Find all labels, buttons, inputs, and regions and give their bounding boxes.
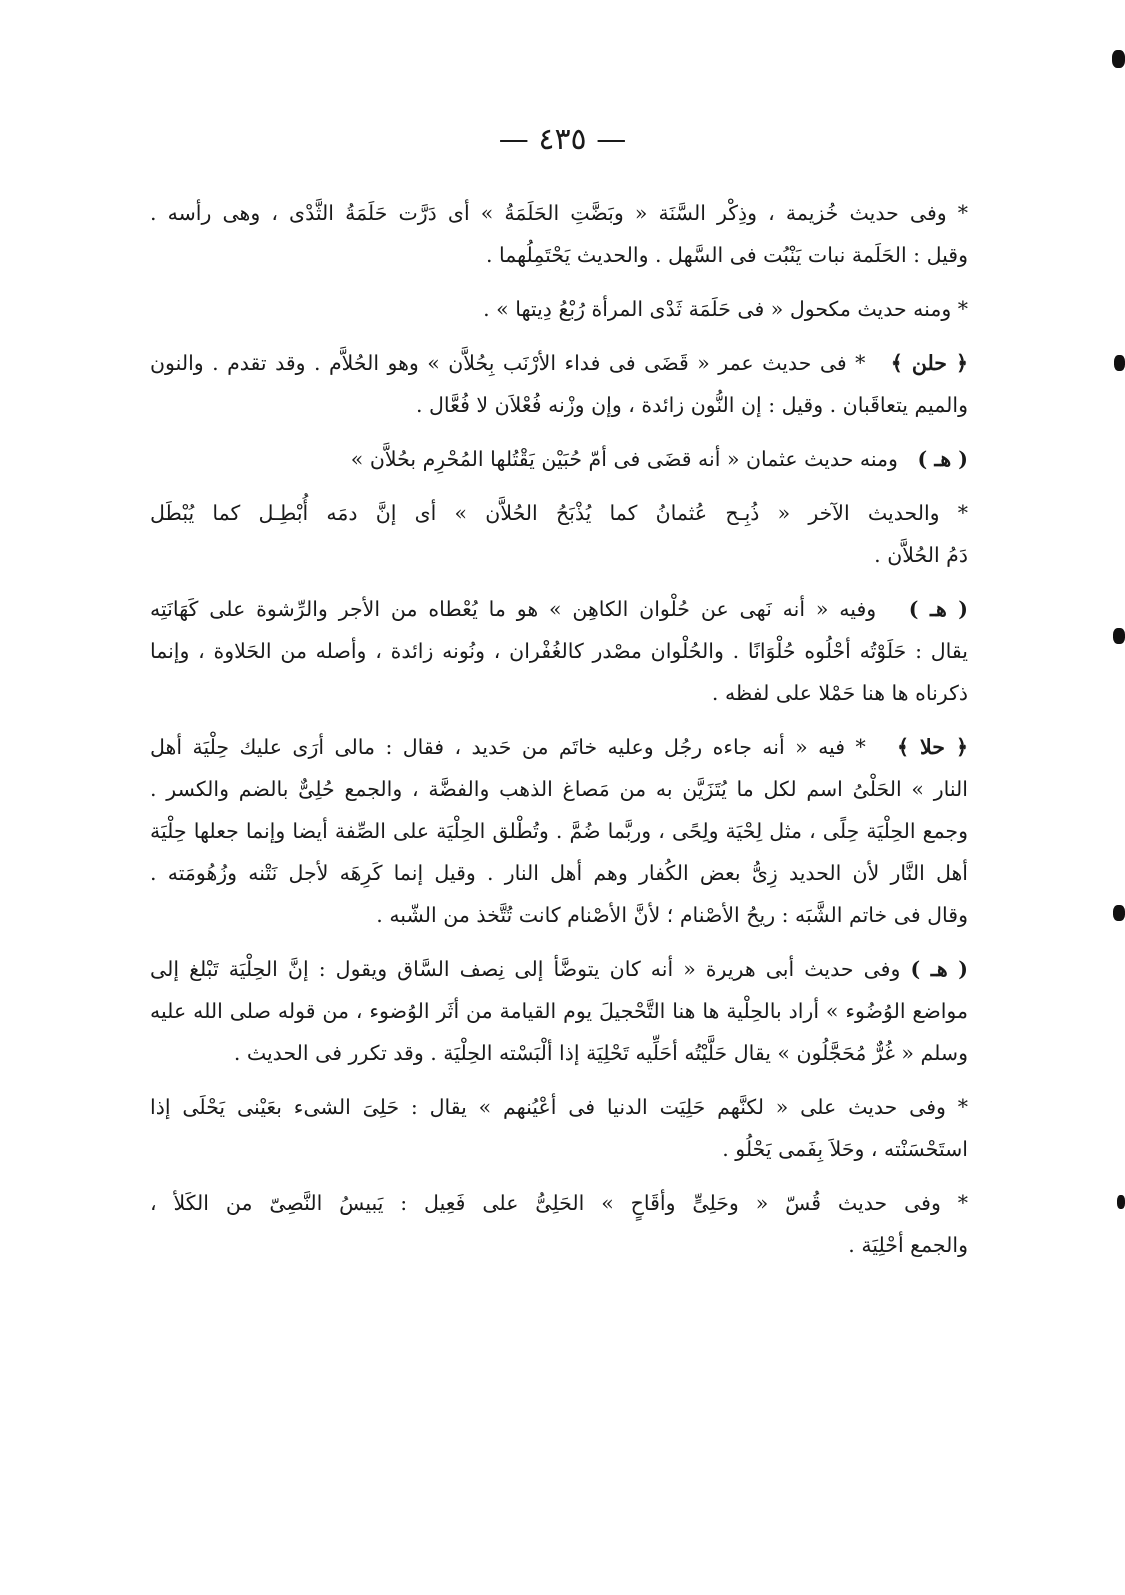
text-line [150, 726, 968, 768]
paragraph [150, 1182, 968, 1266]
text-line: * وفى حديث خُزيمة ، وذِكْر السَّنَة « وبَضَّتِ الحَلَمَةُ » أى دَرَّت حَلَمَةُ الثَّدْى ، وهى رأسه . [150, 201, 968, 225]
paragraph [150, 1086, 968, 1170]
text-line: * والحديث الآخر « ذُبِـح عُثمانُ كما يُذْبَحُ الحُلاَّن » أى إنَّ دمَه أُبْطِـل كما يُبْطَل [150, 501, 968, 525]
text-line [150, 438, 968, 480]
source-mark: ( هـ ) [910, 957, 968, 981]
text-line: أهل النَّار لأن الحديد زِىُّ بعض الكُفار وهم أهل النار . وقيل إنما كَرِهَه لأجل نَتْنه وزُهُومَته . [150, 861, 968, 885]
text-line: يقال : حَلَوْتُه أحْلُوه حُلْوَانًا . والحُلْوان مصْدر كالغُفْران ، ونُونه زائدة ، وأصله من الحَلاوة ، وإنما [150, 639, 968, 663]
edge-mark [1114, 355, 1125, 371]
paragraph [150, 342, 968, 426]
text-segment: * فيه « أنه جاءه رجُل وعليه خاتَم من حَديد ، فقال : مالى أرَى عليك حِلْيَة أهل [150, 735, 866, 759]
text-line: * وفى حديث على « لكنَّهم حَلِيَت الدنيا فى أعْيُنهم » يقال : حَلِىَ الشىء بعَيْنى يَحْلَى إذا [150, 1095, 968, 1119]
paragraph [150, 288, 968, 330]
paragraph [150, 438, 968, 480]
edge-mark [1113, 628, 1125, 644]
text-line: * وفى حديث قُسّ « وحَلِىٍّ وأقَاحٍ » الحَلِىُّ على فَعِيل : يَبيسُ النَّصِىّ من الكَلأ ، [150, 1191, 968, 1215]
paragraph [150, 492, 968, 576]
text-line: ذكرناه ها هنا حَمْلا على لفظه . [711, 681, 968, 705]
paragraph [150, 192, 968, 276]
text-line [150, 948, 968, 990]
paragraph [150, 948, 968, 1074]
text-segment: * فى حديث عمر « قَضَى فى فداء الأرْنَب بِحُلاَّن » وهو الحُلاَّم . وقد تقدم . والنون [150, 351, 866, 375]
paragraph [150, 588, 968, 714]
text-line: استَحْسَنْته ، وحَلاَ بِفَمى يَحْلُو . [722, 1137, 968, 1161]
text-line [150, 342, 968, 384]
page-number: — ٤٣٥ — [498, 122, 627, 157]
text-segment: ومنه حديث عثمان « أنه قضَى فى أمّ حُبَيْن يَقْتُلها المُحْرِم بحُلاَّن » [350, 447, 898, 471]
text-line: وسلم « غُرٌّ مُحَجَّلُون » يقال حَلَّيْتُه أحَلِّيه تَحْلِيَة إذا ألْبَسْته الحِلْيَة . وقد تكرر فى الحديث . [233, 1041, 968, 1065]
text-line [150, 588, 968, 630]
text-line: * ومنه حديث مكحول « فى حَلَمَة ثَدْى المرأة رُبْعُ دِيتها » . [483, 297, 968, 321]
text-line: وقال فى خاتم الشَّبَه : ريحُ الأصْنام ؛ لأنَّ الأصْنام كانت تُتَّخذ من الشّبه . [376, 903, 968, 927]
text-line: والميم يتعاقَبان . وقيل : إن النُّون زائدة ، وإن وزْنه فُعْلاَن لا فُعَّال . [416, 393, 968, 417]
edge-mark [1113, 905, 1125, 921]
edge-mark [1117, 1195, 1125, 1209]
entry-heading: ﴿ حلا ﴾ [896, 735, 968, 759]
dictionary-text [150, 192, 968, 1278]
text-line: وقيل : الحَلَمة نبات يَنْبُت فى السَّهل . والحديث يَحْتَمِلُهما . [485, 243, 968, 267]
text-line: مواضع الوُضُوء » أراد بالحِلْية ها هنا التَّحْجيلَ يوم القيامة من أثَر الوُضوء ، من قوله صلى الله عليه [150, 999, 968, 1023]
source-mark: ( هـ ) [917, 447, 968, 471]
text-segment: وفيه « أنه نَهى عن حُلْوان الكاهِن » هو ما يُعْطاه من الأجر والرِّشوة على كَهَانَتِه [150, 597, 877, 621]
edge-mark [1112, 50, 1125, 68]
source-mark: ( هـ ) [908, 597, 968, 621]
text-line: دَمُ الحُلاَّن . [874, 543, 968, 567]
text-line: النار » الحَلْىُ اسم لكل ما يُتَزَيَّن به من مَصاغ الذهب والفضَّة ، والجمع حُلِىٌّ بالضم والكسر . [150, 777, 968, 801]
entry-heading: ﴿ حلن ﴾ [890, 351, 968, 375]
text-segment: وفى حديث أبى هريرة « أنه كان يتوضَّأ إلى نِصف السَّاق ويقول : إنَّ الحِلْيَة تَبْلغ إلى [150, 957, 901, 981]
text-line: وجمع الحِلْيَة حِلًى ، مثل لِحْيَة ولِحًى ، وربَّما ضُمَّ . وتُطْلق الحِلْيَة على الصِّفة أيضا وإنما جعلها حِلْيَة [150, 819, 968, 843]
paragraph [150, 726, 968, 936]
text-line: والجمع أحْلِيَة . [848, 1233, 968, 1257]
